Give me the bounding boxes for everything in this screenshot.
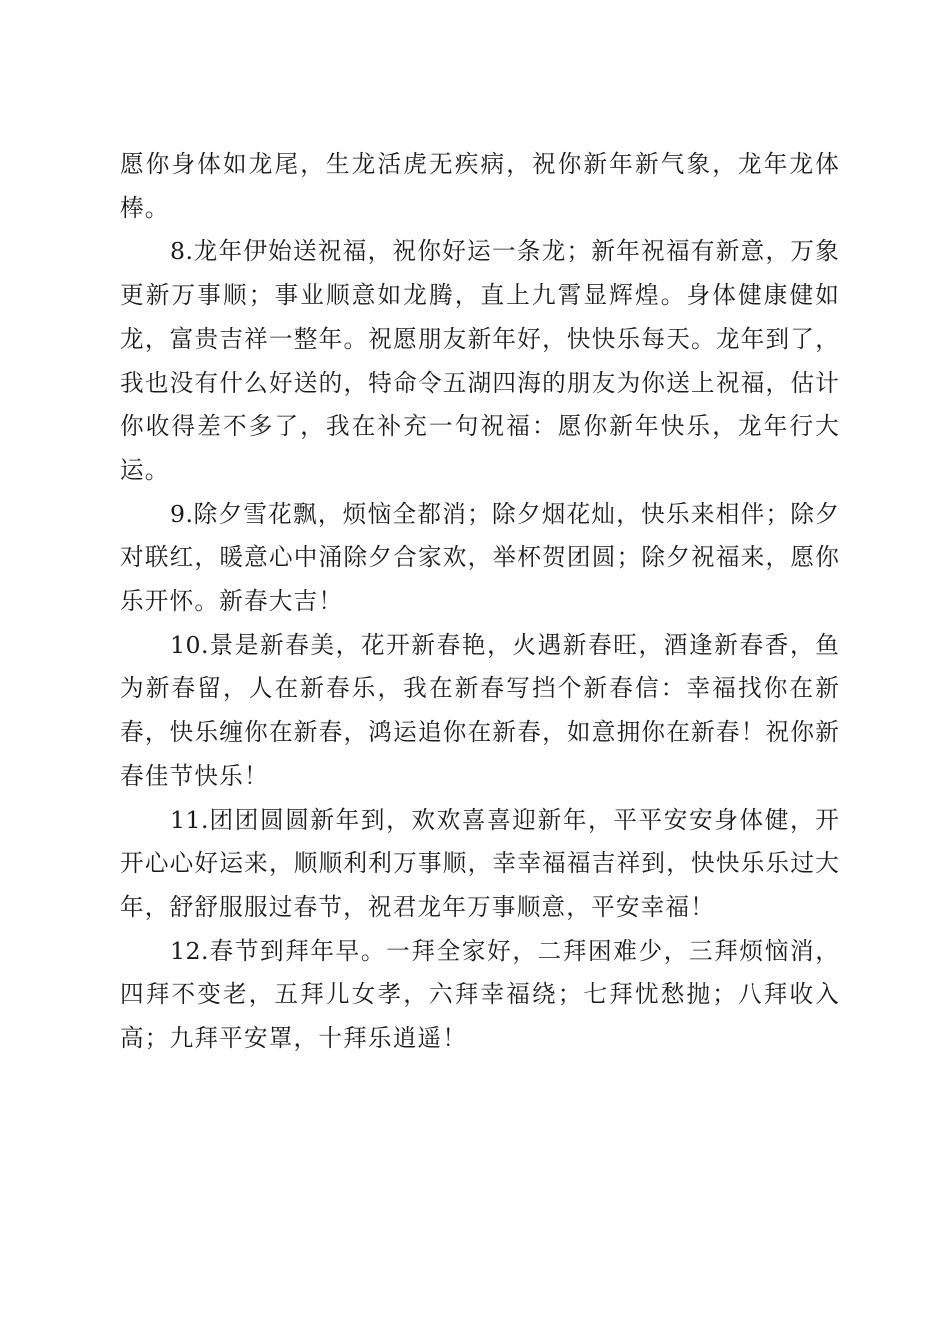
paragraph-number: 12. <box>170 936 210 965</box>
paragraph-number: 9. <box>170 499 194 528</box>
paragraph-text: 景是新春美，花开新春艳，火遇新春旺，酒逢新春香，鱼为新春留，人在新春乐，我在新春写挡个新春信：幸福找你在新春，快乐缠你在新春，鸿运追你在新春，如意拥你在新春！祝你新春佳节快乐！ <box>120 630 840 790</box>
paragraph-11 <box>120 799 840 930</box>
paragraph-text: 除夕雪花飘，烦恼全都消；除夕烟花灿，快乐来相伴；除夕对联红，暖意心中涌除夕合家欢，举杯贺团圆；除夕祝福来，愿你乐开怀。新春大吉！ <box>120 499 840 616</box>
paragraph-number: 8. <box>170 237 194 266</box>
document-body <box>120 143 840 1061</box>
paragraph-9 <box>120 493 840 624</box>
paragraph-text: 春节到拜年早。一拜全家好，二拜困难少，三拜烦恼消，四拜不变老，五拜儿女孝，六拜幸福绕；七拜忧愁抛；八拜收入高；九拜平安罩，十拜乐逍遥！ <box>120 936 840 1053</box>
paragraph-continuation <box>120 143 840 230</box>
paragraph-text: 龙年伊始送祝福，祝你好运一条龙；新年祝福有新意，万象更新万事顺；事业顺意如龙腾，直上九霄显辉煌。身体健康健如龙，富贵吉祥一整年。祝愿朋友新年好，快快乐每天。龙年到了，我也没有什么好送的，特命令五湖四海的朋友为你送上祝福，估计你收得差不多了，我在补充一句祝福：愿你新年快乐，龙年行大运。 <box>120 237 840 484</box>
paragraph-8 <box>120 230 840 492</box>
paragraph-12 <box>120 930 840 1061</box>
paragraph-number: 10. <box>170 630 210 659</box>
paragraph-text: 团团圆圆新年到，欢欢喜喜迎新年，平平安安身体健，开开心心好运来，顺顺利利万事顺，幸幸福福吉祥到，快快乐乐过大年，舒舒服服过春节，祝君龙年万事顺意，平安幸福！ <box>120 805 840 921</box>
paragraph-number: 11. <box>170 805 210 834</box>
paragraph-10 <box>120 624 840 799</box>
paragraph-text: 愿你身体如龙尾，生龙活虎无疾病，祝你新年新气象，龙年龙体棒。 <box>120 150 840 222</box>
